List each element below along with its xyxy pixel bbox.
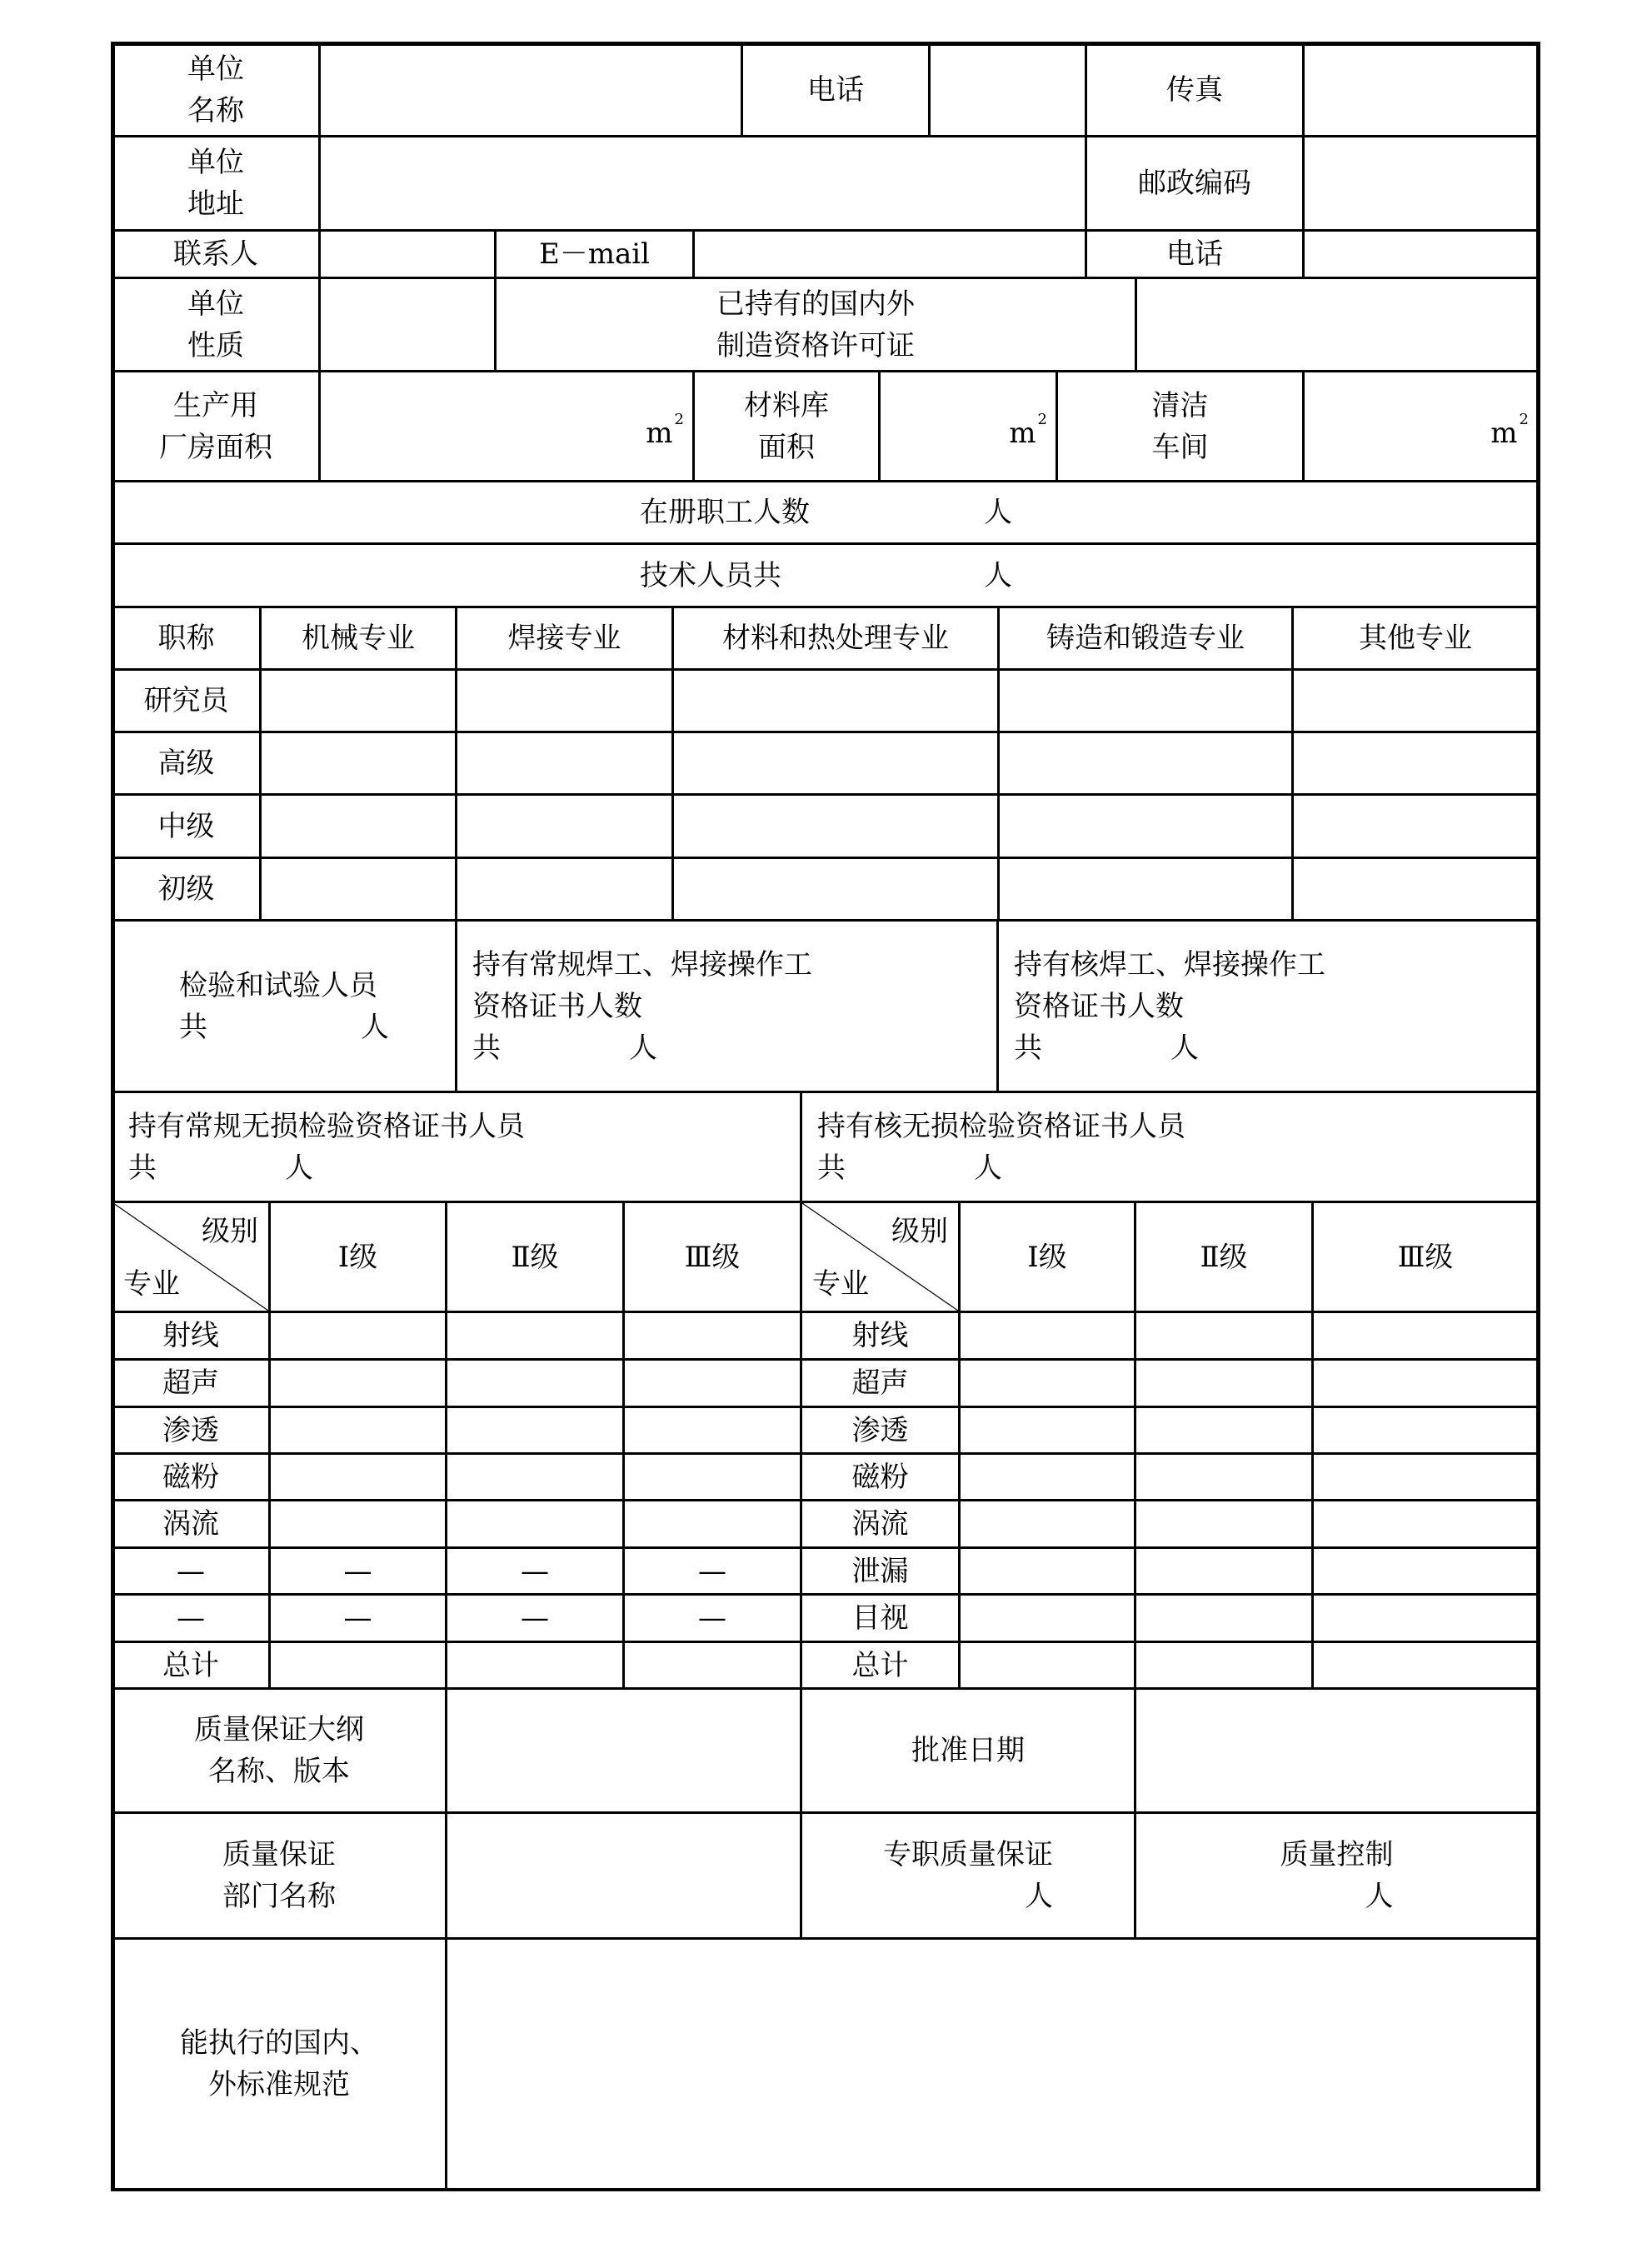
title-table-cell[interactable] xyxy=(1292,794,1539,858)
cell-text: Ⅱ级 xyxy=(1200,1240,1248,1274)
cell-text: 中级 xyxy=(157,809,215,843)
title-table-row-label xyxy=(112,857,261,921)
cell-text: Ⅰ级 xyxy=(337,1240,378,1274)
title-table-header xyxy=(998,607,1293,670)
cell-text: 射线 xyxy=(162,1319,219,1352)
cell-text: 总计 xyxy=(162,1648,219,1682)
label-text: 持有常规无损检验资格证书人员 xyxy=(128,1109,525,1143)
regular-grade-cell[interactable] xyxy=(446,1359,624,1407)
label-text: 质量保证大纲 xyxy=(194,1713,364,1746)
nuclear-ndt-cell[interactable] xyxy=(801,1092,1539,1202)
label-text: 共 xyxy=(1014,1031,1042,1065)
unit-text: 人 xyxy=(285,1151,313,1185)
cell-text: — xyxy=(521,1554,549,1588)
qa-department-field[interactable] xyxy=(446,1812,801,1939)
cell-text: 职称 xyxy=(157,622,215,655)
regular-method-label xyxy=(112,1453,270,1501)
qa-program-field[interactable] xyxy=(446,1688,801,1813)
nuclear-grade-cell[interactable] xyxy=(1312,1359,1539,1407)
regular-grade-cell[interactable] xyxy=(446,1641,624,1689)
nuclear-grade-cell[interactable] xyxy=(959,1500,1135,1548)
nuclear-method-label xyxy=(801,1453,960,1501)
label-text: 已持有的国内外 xyxy=(716,287,915,321)
label-text: 共 xyxy=(179,1010,207,1044)
nuclear-grade-cell[interactable] xyxy=(1312,1594,1539,1642)
nuclear-method-label xyxy=(801,1641,960,1689)
label-postcode xyxy=(1086,136,1304,231)
title-table-cell[interactable] xyxy=(672,857,999,921)
cell-text: 射线 xyxy=(851,1319,909,1352)
unit-text: 人 xyxy=(1365,1880,1394,1913)
cell-text: — xyxy=(698,1601,726,1635)
unit-square-meter: m $^2$ xyxy=(1009,410,1047,450)
label-text: 清洁 xyxy=(1151,388,1209,422)
phone-field[interactable] xyxy=(929,42,1086,137)
nuclear-grade-cell[interactable] xyxy=(1135,1453,1313,1501)
label-text: 性质 xyxy=(187,328,244,362)
label-text: 电话 xyxy=(807,72,864,107)
label-text: 材料库 xyxy=(744,388,829,422)
regular-grade-cell[interactable] xyxy=(446,1406,624,1454)
nuclear-welders-cell[interactable] xyxy=(997,920,1539,1092)
dash-cell xyxy=(269,1594,447,1642)
cell-text: 渗透 xyxy=(851,1413,909,1447)
cell-text: — xyxy=(521,1601,549,1635)
regular-method-label xyxy=(112,1311,270,1360)
label-text: 传真 xyxy=(1166,72,1223,107)
nuclear-grade-cell[interactable] xyxy=(1135,1547,1313,1595)
inspectors-cell[interactable] xyxy=(112,920,457,1092)
title-table-cell[interactable] xyxy=(1292,732,1539,795)
label-text: 邮政编码 xyxy=(1138,167,1251,200)
cell-text: 铸造和锻造专业 xyxy=(1046,622,1245,655)
nuclear-method-label xyxy=(801,1594,960,1642)
nuclear-grade-cell[interactable] xyxy=(1135,1406,1313,1454)
unit-square-meter: m $^2$ xyxy=(1490,410,1529,450)
regular-method-label xyxy=(112,1406,270,1454)
regular-method-label xyxy=(112,1641,270,1689)
nuclear-grade-cell[interactable] xyxy=(959,1547,1135,1595)
nuclear-grade-cell[interactable] xyxy=(1312,1500,1539,1548)
nuclear-grade-cell[interactable] xyxy=(1135,1641,1313,1689)
title-table-cell[interactable] xyxy=(1292,669,1539,732)
label-contact xyxy=(112,230,320,278)
title-table-cell[interactable] xyxy=(260,794,457,858)
cell-text: — xyxy=(177,1601,205,1635)
phone-2-field[interactable] xyxy=(1303,230,1539,278)
label-text: 共 xyxy=(817,1151,846,1185)
dash-cell xyxy=(623,1594,801,1642)
regular-grade-cell[interactable] xyxy=(446,1311,624,1360)
label-clean-room xyxy=(1056,371,1304,482)
unit-text: 人 xyxy=(974,1151,1002,1185)
regular-grade-cell[interactable] xyxy=(269,1359,447,1407)
nuclear-grade-cell[interactable] xyxy=(1135,1594,1313,1642)
nuclear-grade-level-header xyxy=(1135,1201,1313,1312)
cell-text: Ⅱ级 xyxy=(511,1240,559,1274)
regular-grade-cell[interactable] xyxy=(269,1500,447,1548)
label-unit-address xyxy=(112,136,320,231)
dash-cell xyxy=(269,1547,447,1595)
label-store-area xyxy=(693,371,880,482)
licenses-field[interactable] xyxy=(1135,277,1539,372)
label-phone-2 xyxy=(1086,230,1304,278)
cell-text: 涡流 xyxy=(162,1507,219,1541)
label-qa-program xyxy=(112,1688,447,1813)
title-table-cell[interactable] xyxy=(456,732,673,795)
nuclear-grade-cell[interactable] xyxy=(959,1594,1135,1642)
label-text: 厂房面积 xyxy=(159,430,272,464)
regular-grade-cell[interactable] xyxy=(446,1453,624,1501)
unit-square-meter: m $^2$ xyxy=(646,410,684,450)
nuclear-method-label xyxy=(801,1500,960,1548)
nuclear-grade-cell[interactable] xyxy=(959,1359,1135,1407)
label-unit-nature xyxy=(112,277,320,372)
title-table-cell[interactable] xyxy=(672,794,999,858)
label-text: 面积 xyxy=(758,430,815,464)
regular-grade-cell[interactable] xyxy=(446,1500,624,1548)
label-text: 部门名称 xyxy=(222,1880,336,1913)
title-table-cell[interactable] xyxy=(456,857,673,921)
nuclear-method-label xyxy=(801,1359,960,1407)
nuclear-method-label xyxy=(801,1547,960,1595)
label-text: 持有核焊工、焊接操作工 xyxy=(1014,947,1325,982)
cell-text: 焊接专业 xyxy=(507,622,621,655)
cell-text: — xyxy=(177,1554,205,1588)
nuclear-grade-corner xyxy=(801,1201,960,1312)
unit-text: 人 xyxy=(1170,1031,1199,1065)
cell-text: 机械专业 xyxy=(302,622,415,655)
label-text: 持有常规焊工、焊接操作工 xyxy=(472,947,812,982)
label-text: 批准日期 xyxy=(911,1734,1025,1767)
regular-grade-cell[interactable] xyxy=(269,1453,447,1501)
title-table-cell[interactable] xyxy=(456,669,673,732)
store-area-field[interactable] xyxy=(879,371,1057,482)
label-plant-area xyxy=(112,371,320,482)
title-table-cell[interactable] xyxy=(672,669,999,732)
cell-text: 磁粉 xyxy=(162,1460,219,1494)
unit-text: 人 xyxy=(629,1031,657,1065)
dash-cell xyxy=(623,1547,801,1595)
regular-grade-cell[interactable] xyxy=(269,1406,447,1454)
cell-text: 其他专业 xyxy=(1359,622,1472,655)
dash-cell xyxy=(446,1594,624,1642)
label-licenses xyxy=(495,277,1136,372)
label-text: 共 xyxy=(128,1151,157,1185)
title-table-header xyxy=(260,607,457,670)
cell-text: Ⅲ级 xyxy=(684,1240,741,1274)
regular-grade-cell[interactable] xyxy=(623,1641,801,1689)
cell-text: — xyxy=(698,1554,726,1588)
label-text: 资格证书人数 xyxy=(472,989,642,1023)
label-text: 专职质量保证 xyxy=(883,1838,1053,1871)
regular-grade-cell[interactable] xyxy=(269,1311,447,1360)
label-text: 车间 xyxy=(1151,430,1209,464)
title-table-cell[interactable] xyxy=(672,732,999,795)
label-fax xyxy=(1086,42,1304,137)
nuclear-grade-cell[interactable] xyxy=(1312,1453,1539,1501)
title-table-row-label xyxy=(112,794,261,858)
title-table-row-label xyxy=(112,669,261,732)
nuclear-grade-cell[interactable] xyxy=(1312,1641,1539,1689)
nuclear-grade-cell[interactable] xyxy=(959,1641,1135,1689)
regular-method-label xyxy=(112,1594,270,1642)
regular-grade-cell[interactable] xyxy=(623,1311,801,1360)
unit-name-field[interactable] xyxy=(319,42,742,137)
label-text: 生产用 xyxy=(173,388,258,422)
nuclear-method-label xyxy=(801,1311,960,1360)
clean-room-field[interactable] xyxy=(1303,371,1539,482)
regular-method-label xyxy=(112,1500,270,1548)
dash-cell xyxy=(446,1547,624,1595)
label-text: 联系人 xyxy=(173,237,258,271)
label-text: 名称、版本 xyxy=(208,1755,350,1788)
regular-grade-cell[interactable] xyxy=(623,1500,801,1548)
regular-method-label xyxy=(112,1359,270,1407)
nuclear-grade-cell[interactable] xyxy=(959,1453,1135,1501)
label-text: 单位 xyxy=(187,52,244,86)
unit-text: 人 xyxy=(984,496,1012,529)
regular-grade-level-header xyxy=(623,1201,801,1312)
nuclear-method-label xyxy=(801,1406,960,1454)
label-text: 单位 xyxy=(187,287,244,321)
title-table-row-label xyxy=(112,732,261,795)
nuclear-grade-cell[interactable] xyxy=(1312,1547,1539,1595)
nuclear-grade-cell[interactable] xyxy=(1312,1406,1539,1454)
cell-text: — xyxy=(343,1554,372,1588)
label-text: 质量保证 xyxy=(222,1838,336,1871)
label-text: 资格证书人数 xyxy=(1014,989,1184,1023)
cell-text: 高级 xyxy=(157,747,215,780)
nuclear-grade-cell[interactable] xyxy=(1135,1359,1313,1407)
nuclear-grade-cell[interactable] xyxy=(1135,1500,1313,1548)
regular-grade-cell[interactable] xyxy=(269,1641,447,1689)
title-table-cell[interactable] xyxy=(998,857,1293,921)
standards-field[interactable] xyxy=(446,1938,1539,2190)
label-qa-department xyxy=(112,1812,447,1939)
title-table-cell[interactable] xyxy=(998,794,1293,858)
corner-top-text: 级别 xyxy=(891,1215,948,1248)
regular-grade-cell[interactable] xyxy=(623,1359,801,1407)
title-table-header xyxy=(672,607,999,670)
cell-text: 初级 xyxy=(157,872,215,906)
nuclear-grade-level-header xyxy=(1312,1201,1539,1312)
label-text: 质量控制 xyxy=(1280,1838,1394,1871)
label-text: 外标准规范 xyxy=(208,2068,350,2101)
qc-staff-cell[interactable] xyxy=(1135,1812,1539,1939)
label-text: E－mail xyxy=(538,237,651,271)
nuclear-grade-cell[interactable] xyxy=(1135,1311,1313,1360)
regular-grade-cell[interactable] xyxy=(623,1453,801,1501)
title-table-cell[interactable] xyxy=(998,732,1293,795)
title-table-header xyxy=(1292,607,1539,670)
label-email xyxy=(495,230,694,278)
regular-grade-level-header xyxy=(446,1201,624,1312)
cell-text: 渗透 xyxy=(162,1413,219,1447)
cell-text: Ⅰ级 xyxy=(1027,1240,1067,1274)
title-table-cell[interactable] xyxy=(456,794,673,858)
label-text: 地址 xyxy=(187,187,244,221)
cell-text: 超声 xyxy=(851,1366,909,1400)
unit-nature-field[interactable] xyxy=(319,277,496,372)
cell-text: 泄漏 xyxy=(851,1554,909,1588)
unit-address-field[interactable] xyxy=(319,136,1086,231)
title-table-cell[interactable] xyxy=(998,669,1293,732)
title-table-cell[interactable] xyxy=(260,669,457,732)
nuclear-grade-level-header xyxy=(959,1201,1135,1312)
regular-ndt-cell[interactable] xyxy=(112,1092,801,1202)
label-text: 检验和试验人员 xyxy=(179,968,377,1002)
cell-text: Ⅲ级 xyxy=(1397,1240,1454,1274)
tech-staff-row[interactable] xyxy=(112,543,1539,607)
label-text: 在册职工人数 xyxy=(640,496,810,529)
label-text: 电话 xyxy=(1166,237,1223,271)
label-text: 名称 xyxy=(187,93,244,127)
label-text: 共 xyxy=(472,1031,501,1065)
corner-bottom-text: 专业 xyxy=(812,1267,869,1301)
cell-text: 超声 xyxy=(162,1366,219,1400)
nuclear-grade-cell[interactable] xyxy=(959,1406,1135,1454)
cell-text: 磁粉 xyxy=(851,1460,909,1494)
plant-area-field[interactable] xyxy=(319,371,694,482)
title-table-header xyxy=(456,607,673,670)
regular-grade-corner xyxy=(112,1201,270,1312)
label-text: 持有核无损检验资格证书人员 xyxy=(817,1109,1185,1143)
corner-bottom-text: 专业 xyxy=(123,1267,180,1301)
cell-text: 目视 xyxy=(851,1601,909,1635)
registered-staff-row[interactable] xyxy=(112,481,1539,544)
label-standards xyxy=(112,1938,447,2190)
cell-text: 研究员 xyxy=(143,684,229,717)
fax-field[interactable] xyxy=(1303,42,1539,137)
qa-staff-cell[interactable] xyxy=(801,1812,1135,1939)
regular-method-label xyxy=(112,1547,270,1595)
title-table-header xyxy=(112,607,261,670)
unit-text: 人 xyxy=(361,1010,389,1044)
title-table-cell[interactable] xyxy=(1292,857,1539,921)
nuclear-grade-cell[interactable] xyxy=(959,1311,1135,1360)
approval-date-field[interactable] xyxy=(1135,1688,1539,1813)
title-table-cell[interactable] xyxy=(260,732,457,795)
corner-top-text: 级别 xyxy=(202,1215,258,1248)
postcode-field[interactable] xyxy=(1303,136,1539,231)
unit-text: 人 xyxy=(1025,1880,1053,1913)
label-text: 单位 xyxy=(187,146,244,179)
contact-field[interactable] xyxy=(319,230,496,278)
label-phone xyxy=(741,42,930,137)
cell-text: 涡流 xyxy=(851,1507,909,1541)
label-text: 能执行的国内、 xyxy=(180,2026,378,2060)
nuclear-grade-cell[interactable] xyxy=(1312,1311,1539,1360)
regular-grade-cell[interactable] xyxy=(623,1406,801,1454)
unit-text: 人 xyxy=(984,558,1012,592)
label-text: 制造资格许可证 xyxy=(716,328,915,362)
label-unit-name xyxy=(112,42,320,137)
label-approval-date xyxy=(801,1688,1135,1813)
regular-welders-cell[interactable] xyxy=(456,920,998,1092)
cell-text: — xyxy=(343,1601,372,1635)
email-field[interactable] xyxy=(693,230,1086,278)
label-text: 技术人员共 xyxy=(640,558,781,592)
cell-text: 总计 xyxy=(851,1648,909,1682)
cell-text: 材料和热处理专业 xyxy=(722,622,949,655)
title-table-cell[interactable] xyxy=(260,857,457,921)
regular-grade-level-header xyxy=(269,1201,447,1312)
